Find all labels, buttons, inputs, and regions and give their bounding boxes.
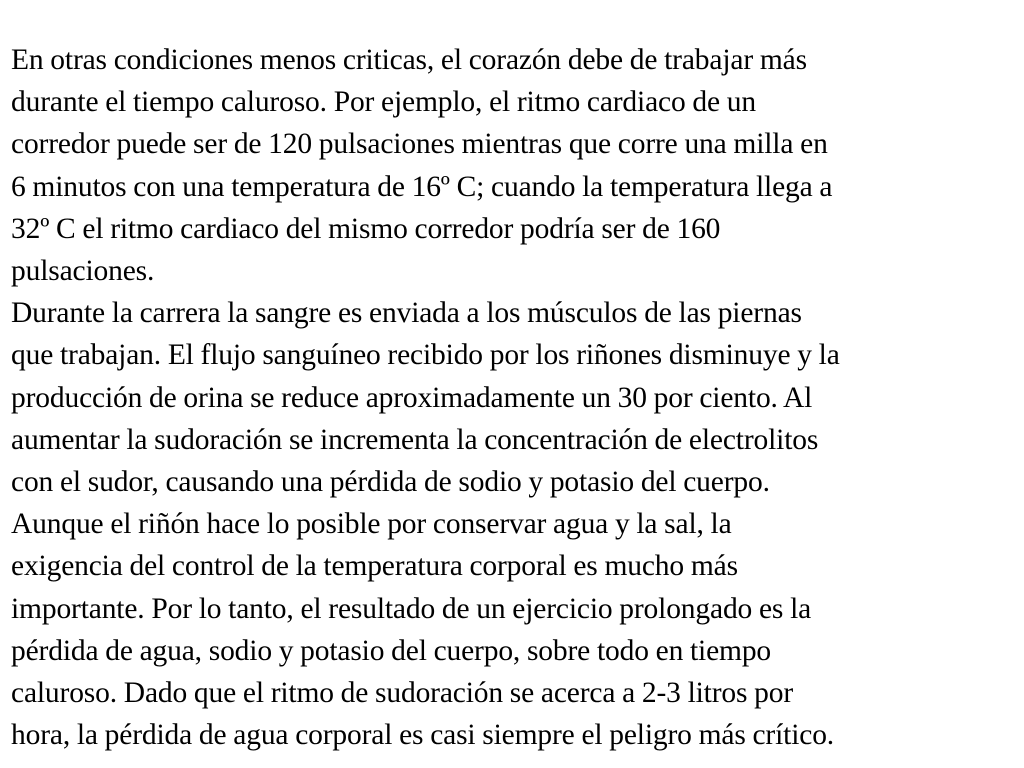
text-line: pulsaciones. bbox=[11, 255, 155, 288]
text-line: pérdida de agua, sodio y potasio del cuerpo, sobre todo en tiempo bbox=[11, 634, 772, 667]
text-line: con el sudor, causando una pérdida de sodio y potasio del cuerpo. bbox=[11, 466, 770, 499]
text-line: importante. Por lo tanto, el resultado de un ejercicio prolongado es la bbox=[11, 592, 812, 625]
text-line: que trabajan. El flujo sanguíneo recibido por los riñones disminuye y la bbox=[11, 339, 840, 372]
text-line: hora, la pérdida de agua corporal es casi siempre el peligro más crítico. bbox=[11, 719, 835, 752]
text-line: corredor puede ser de 120 pulsaciones mientras que corre una milla en bbox=[11, 128, 828, 161]
text-line: durante el tiempo caluroso. Por ejemplo, el ritmo cardiaco de un bbox=[11, 86, 756, 119]
text-line: exigencia del control de la temperatura corporal es mucho más bbox=[11, 550, 738, 583]
text-line: aumentar la sudoración se incrementa la concentración de electrolitos bbox=[11, 423, 819, 456]
text-line: producción de orina se reduce aproximadamente un 30 por ciento. Al bbox=[11, 381, 813, 414]
text-line: caluroso. Dado que el ritmo de sudoración se acerca a 2-3 litros por bbox=[11, 677, 794, 710]
body-text bbox=[11, 39, 1019, 756]
text-line: 6 minutos con una temperatura de 16º C; cuando la temperatura llega a bbox=[11, 170, 833, 203]
text-line: En otras condiciones menos criticas, el corazón debe de trabajar más bbox=[11, 44, 807, 76]
text-line: Aunque el riñón hace lo posible por conservar agua y la sal, la bbox=[11, 508, 732, 541]
text-line: 32º C el ritmo cardiaco del mismo corredor podría ser de 160 bbox=[11, 212, 721, 245]
text-line: Durante la carrera la sangre es enviada a los músculos de las piernas bbox=[11, 297, 802, 330]
